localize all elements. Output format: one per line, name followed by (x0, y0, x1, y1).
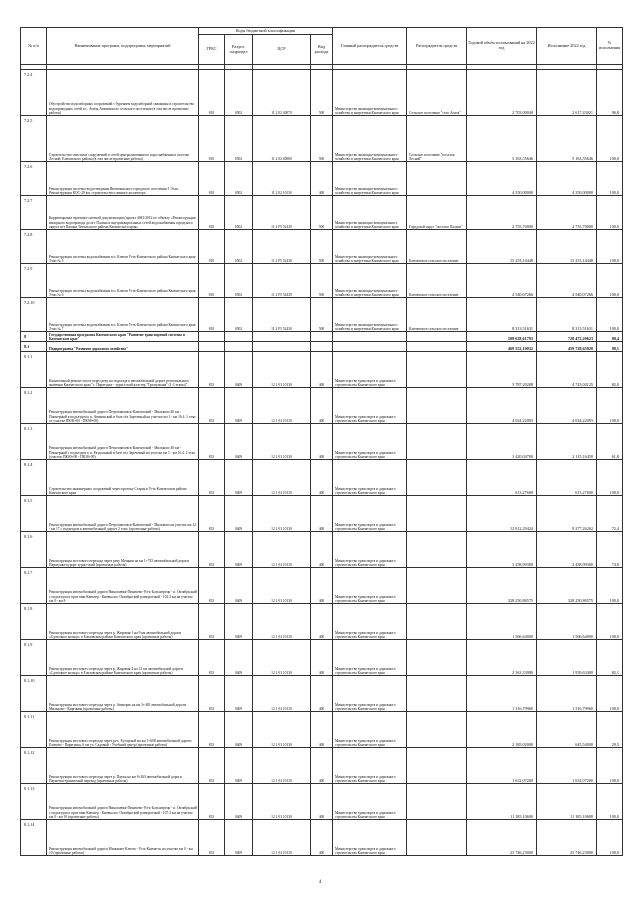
budget-manager (407, 568, 467, 604)
main-manager: Министерство транспорта и дорожного строительства Камчатского края (333, 820, 407, 856)
executed-amount: 9 277,26262 (537, 496, 597, 532)
execution-percent: 100,0 (597, 820, 623, 856)
executed-amount: 2 617,43021 (537, 70, 597, 116)
header-group-title: Коды бюджетной классификации (199, 28, 333, 35)
table-row (21, 640, 623, 676)
executed-amount: 328 250,86575 (537, 568, 597, 604)
planned-amount: 15 253,14448 (467, 230, 537, 264)
section-code: 0502 (225, 70, 253, 116)
header-cell: Наименование программ, подпрограмм, мероприятий (47, 28, 199, 65)
budget-manager: Ключевское сельское поселение (407, 298, 467, 332)
program-name: Реконструкция системы водоснабжения в п. Ключи Усть-Камчатского района Камчатского края Этап № 5 (47, 230, 199, 264)
table-row (21, 784, 623, 820)
budget-manager (407, 388, 467, 424)
program-name: Реконструкция автомобильной дороги Николаевка-Пиначево-Усть-Большерецк - п. Октябрьский с подъездом к пристани Кавалер - Киевка км. Октябрьский разворотный - 107,3 км на участке км 0 - км 10 (проектные работы) (47, 784, 199, 820)
grbs-code: 833 (199, 568, 225, 604)
csr-code: 11 2 F5 52430 (253, 230, 311, 264)
executed-amount: 2 115,16450 (537, 424, 597, 460)
execution-percent: 100,0 (597, 230, 623, 264)
main-manager: Министерство жилищно-коммунального хозяйства и энергетики Камчатского края (333, 298, 407, 332)
program-name: Корректировка проектно-сметной документации (проект 4681/2012 по объекту «Реконструкция напорного водопровода до пгт Палана и внутриквартальных сетей водоснабжения городского округа пгт Палана Тигильского района Камчатского края» (47, 196, 199, 230)
execution-percent: 100,0 (597, 568, 623, 604)
program-name: Капитальный ремонт моста через реку на подъезде к автомобильной дороге регионального значения Камчатского края "с. Паратунка - туристский кластер "Три вулкана" (1-3 этапы)" (47, 352, 199, 388)
csr-code (253, 332, 311, 342)
execution-percent: 100,0 (597, 264, 623, 298)
csr-code: 12 1 03 10130 (253, 604, 311, 640)
grbs-code: 810 (199, 116, 225, 162)
grbs-code: 833 (199, 640, 225, 676)
csr-code (253, 342, 311, 352)
row-number: 8.1.10 (21, 676, 47, 712)
grbs-code: 833 (199, 352, 225, 388)
row-number: 8.1 (21, 342, 47, 352)
budget-manager: Сельское поселение "поселок Лесной" (407, 116, 467, 162)
row-number: 8.1.13 (21, 784, 47, 820)
header-cell: ГРБС (199, 35, 225, 65)
grbs-code: 833 (199, 676, 225, 712)
executed-amount: 1 632,07200 (537, 748, 597, 784)
csr-code: 12 1 03 10130 (253, 640, 311, 676)
expense-type-code: 400 (311, 640, 333, 676)
planned-amount: 1 316,79960 (467, 676, 537, 712)
execution-percent: 61,8 (597, 424, 623, 460)
csr-code: 12 1 03 10130 (253, 424, 311, 460)
table-row (21, 532, 623, 568)
program-name: Реконструкция мостового перехода через р. Жировая-1 на 9 км автомобильной дороги «Сдаточное кольцо» в Елизовском районе Камчатского края (проектные работы) (47, 604, 199, 640)
planned-amount: 3 420,04700 (467, 424, 537, 460)
row-number: 7.2.4 (21, 70, 47, 116)
header-cell: ЦСР (253, 35, 311, 65)
main-manager: Министерство транспорта и дорожного строительства Камчатского края (333, 496, 407, 532)
execution-percent: 29,5 (597, 712, 623, 748)
execution-percent: 100,0 (597, 196, 623, 230)
row-number: 7.2.5 (21, 116, 47, 162)
csr-code: 12 1 03 10130 (253, 388, 311, 424)
expense-type-code: 400 (311, 784, 333, 820)
main-manager: Министерство транспорта и дорожного строительства Камчатского края (333, 532, 407, 568)
section-code: 0409 (225, 820, 253, 856)
planned-amount: 8 313,51631 (467, 298, 537, 332)
row-number: 8.1.11 (21, 712, 47, 748)
grbs-code (199, 342, 225, 352)
header-cell: Главный распорядитель средств (333, 28, 407, 65)
table-row (21, 712, 623, 748)
execution-percent: 90,4 (597, 332, 623, 342)
main-manager: Министерство транспорта и дорожного строительства Камчатского края (333, 784, 407, 820)
row-number: 8.1.2 (21, 388, 47, 424)
executed-amount: 5 163,55646 (537, 116, 597, 162)
section-code: 0409 (225, 640, 253, 676)
section-code: 0409 (225, 676, 253, 712)
program-name: Реконструкция системы водоснабжения в п. Ключи Усть-Камчатского района Камчатского края Этап № 6 (47, 264, 199, 298)
planned-amount: 4 350,00000 (467, 162, 537, 196)
execution-percent: 100,0 (597, 676, 623, 712)
section-code: 0409 (225, 388, 253, 424)
grbs-code: 810 (199, 196, 225, 230)
planned-amount: 328 250,86575 (467, 568, 537, 604)
budget-manager (407, 640, 467, 676)
program-name: Реконструкция автомобильной дороги Петропавловск-Камчатский - Мильково на участке км 12 - км 17 с подъездом к автомобильной дороге 2 этап. (проектные работы) (47, 496, 199, 532)
planned-amount: 12 812,29424 (467, 496, 537, 532)
table-row (21, 424, 623, 460)
section-code: 0409 (225, 712, 253, 748)
budget-manager (407, 332, 467, 342)
execution-percent: 100,0 (597, 784, 623, 820)
table-row (21, 388, 623, 424)
grbs-code: 833 (199, 712, 225, 748)
program-name: Реконструкция мостового перехода через р. Авачерак на км 3+465 автомобильной дороги Мильково - Кирганик (проектные работы) (47, 676, 199, 712)
grbs-code: 833 (199, 532, 225, 568)
planned-amount: 1 632,07200 (467, 748, 537, 784)
main-manager: Министерство транспорта и дорожного строительства Камчатского края (333, 712, 407, 748)
budget-manager: Ключевское сельское поселение (407, 230, 467, 264)
csr-code: 12 1 03 10130 (253, 532, 311, 568)
executed-amount: 4 743,04125 (537, 352, 597, 388)
program-name: Реконструкция автомобильной дороги Николаевка-Пиначево-Усть-Большерецк - п. Октябрьский с подъездом к пристани Кавалер - Киевка км. Октябрьский разворотный - 102,3 км на участке км 0 - км 8 (47, 568, 199, 604)
executed-amount: 613,27600 (537, 460, 597, 496)
expense-type-code: 400 (311, 424, 333, 460)
program-name: Строительство инженерных сооружений через протоку Старая в Усть-Камчатском районе Камчатского края (47, 460, 199, 496)
main-manager: Министерство транспорта и дорожного строительства Камчатского края (333, 388, 407, 424)
section-code: 0409 (225, 424, 253, 460)
expense-type-code: 400 (311, 568, 333, 604)
execution-percent: 74,8 (597, 532, 623, 568)
section-code (225, 332, 253, 342)
section-code: 0502 (225, 162, 253, 196)
program-name: Реконструкция автомобильной дороги Мильково-Ключи - Усть-Камчатск на участке км 0 - км 10 (проектные работы) (47, 820, 199, 856)
grbs-code: 810 (199, 264, 225, 298)
table-row (21, 162, 623, 196)
executed-amount: 728 472,20623 (537, 332, 597, 342)
main-manager: Министерство транспорта и дорожного строительства Камчатского края (333, 604, 407, 640)
table-row (21, 196, 623, 230)
row-number: 8.1.1 (21, 352, 47, 388)
main-manager: Министерство транспорта и дорожного строительства Камчатского края (333, 640, 407, 676)
planned-amount: 5 787,20208 (467, 352, 537, 388)
budget-manager (407, 342, 467, 352)
main-manager: Министерство транспорта и дорожного строительства Камчатского края (333, 568, 407, 604)
row-number: 8.1.8 (21, 604, 47, 640)
expense-type-code: 400 (311, 388, 333, 424)
budget-manager: Ключевское сельское поселение (407, 264, 467, 298)
executed-amount: 2 438,99300 (537, 532, 597, 568)
section-code: 0409 (225, 532, 253, 568)
table-row (21, 116, 623, 162)
section-code: 0409 (225, 784, 253, 820)
table-row (21, 230, 623, 264)
csr-code: 12 1 03 10130 (253, 784, 311, 820)
program-name: Подпрограмма "Развитие дорожного хозяйства" (47, 342, 199, 352)
executed-amount: 1 566,64000 (537, 604, 597, 640)
csr-code: 12 1 03 10130 (253, 460, 311, 496)
row-number: 7.2.7 (21, 196, 47, 230)
planned-amount: 2 703,00040 (467, 70, 537, 116)
row-number: 8 (21, 332, 47, 342)
row-number: 8.1.5 (21, 496, 47, 532)
table-row (21, 820, 623, 856)
page-number: 4 (318, 880, 322, 885)
expense-type-code: 400 (311, 162, 333, 196)
budget-manager (407, 352, 467, 388)
budget-manager (407, 712, 467, 748)
table-body (21, 65, 623, 856)
main-manager: Министерство транспорта и дорожного строительства Камчатского края (333, 424, 407, 460)
expense-type-code: 400 (311, 460, 333, 496)
header-cell: Распорядитель средств (407, 28, 467, 65)
table-row (21, 496, 623, 532)
table-row (21, 676, 623, 712)
execution-percent: 82,0 (597, 352, 623, 388)
executed-amount: 645,54000 (537, 712, 597, 748)
csr-code: 11 2 F5 52430 (253, 298, 311, 332)
row-number: 8.1.4 (21, 460, 47, 496)
row-number: 8.1.12 (21, 748, 47, 784)
execution-percent: 72,4 (597, 496, 623, 532)
budget-table (20, 27, 623, 856)
section-code: 0409 (225, 604, 253, 640)
row-number: 7.2.10 (21, 298, 47, 332)
csr-code: 11 2 F5 52430 (253, 196, 311, 230)
execution-percent: 96,8 (597, 70, 623, 116)
expense-type-code: 400 (311, 676, 333, 712)
executed-amount: 4 350,00000 (537, 162, 597, 196)
budget-manager (407, 532, 467, 568)
budget-manager (407, 460, 467, 496)
main-manager: Министерство транспорта и дорожного строительства Камчатского края (333, 676, 407, 712)
main-manager (333, 342, 407, 352)
expense-type-code: 400 (311, 748, 333, 784)
section-code: 0502 (225, 298, 253, 332)
csr-code: 11 2 02 40080 (253, 116, 311, 162)
expense-type-code: 500 (311, 298, 333, 332)
main-manager: Министерство жилищно-коммунального хозяйства и энергетики Камчатского края (333, 196, 407, 230)
planned-amount: 613,27600 (467, 460, 537, 496)
executed-amount: 25 746,23000 (537, 820, 597, 856)
program-name: Строительство очистных сооружений и сетей централизованного водоснабжения в поселке Лесной, Елизовского района (в том числе проектные работы) (47, 116, 199, 162)
row-number: 7.2.9 (21, 264, 47, 298)
section-code: 0502 (225, 264, 253, 298)
grbs-code: 833 (199, 424, 225, 460)
budget-manager (407, 676, 467, 712)
expense-type-code: 400 (311, 532, 333, 568)
program-name: Реконструкция мостового перехода через р. Жировая-2 на 12 км автомобильной дороги «Сдаточное кольцо» в Елизовском районе Камчатского края (проектные работы) (47, 640, 199, 676)
csr-code: 11 2 02 10130 (253, 162, 311, 196)
section-code: 0502 (225, 196, 253, 230)
planned-amount: 5 163,55646 (467, 116, 537, 162)
expense-type-code: 500 (311, 116, 333, 162)
planned-amount: 508 628,61793 (467, 332, 537, 342)
expense-type-code: 400 (311, 604, 333, 640)
planned-amount: 1 566,64000 (467, 604, 537, 640)
csr-code: 12 1 03 10130 (253, 820, 311, 856)
planned-amount: 2 755,70000 (467, 196, 537, 230)
executed-amount: 1 316,79960 (537, 676, 597, 712)
section-code: 0409 (225, 496, 253, 532)
expense-type-code: 500 (311, 70, 333, 116)
row-number: 8.1.6 (21, 532, 47, 568)
section-code: 0502 (225, 116, 253, 162)
planned-amount: 3 258,99300 (467, 532, 537, 568)
main-manager: Министерство жилищно-коммунального хозяйства и энергетики Камчатского края (333, 230, 407, 264)
execution-percent: 100,0 (597, 460, 623, 496)
executed-amount: 1 939,63400 (537, 640, 597, 676)
program-name: Реконструкция мостового перехода через реку Мощная на км 1+745 автомобильной дороги Паратунка-курорт туристский (проектные работы) (47, 532, 199, 568)
main-manager: Министерство транспорта и дорожного строительства Камчатского края (333, 748, 407, 784)
execution-percent: 100,0 (597, 388, 623, 424)
section-code: 0409 (225, 748, 253, 784)
csr-code: 12 1 03 10130 (253, 496, 311, 532)
table-row (21, 332, 623, 342)
planned-amount: 2 185,02000 (467, 712, 537, 748)
expense-type-code: 400 (311, 712, 333, 748)
budget-manager: Сельское поселение "село Апача" (407, 70, 467, 116)
csr-code: 12 1 03 10130 (253, 748, 311, 784)
table-row (21, 298, 623, 332)
executed-amount: 15 253,14448 (537, 230, 597, 264)
main-manager: Министерство жилищно-коммунального хозяйства и энергетики Камчатского края (333, 70, 407, 116)
grbs-code: 833 (199, 460, 225, 496)
main-manager: Министерство жилищно-коммунального хозяйства и энергетики Камчатского края (333, 264, 407, 298)
program-name: Реконструкция автомобильной дороги Петропавловск-Камчатский - Мильково 40 км - Пионерный с подъездом к п. Раздольный и базе сёл Зареченый на участке км 1 - км 16.4. 2 этап (участок ПК00+00 - ПК38+00) (47, 424, 199, 460)
main-manager: Министерство жилищно-коммунального хозяйства и энергетики Камчатского края (333, 162, 407, 196)
row-number: 8.1.14 (21, 820, 47, 856)
budget-manager (407, 496, 467, 532)
execution-percent: 100,0 (597, 298, 623, 332)
execution-percent: 100,0 (597, 748, 623, 784)
header-cell: № п/п (21, 28, 47, 65)
grbs-code: 810 (199, 162, 225, 196)
executed-amount: 2 755,70000 (537, 196, 597, 230)
budget-execution-sheet (20, 27, 622, 856)
table-row (21, 460, 623, 496)
table-row (21, 568, 623, 604)
planned-amount: 25 746,23000 (467, 820, 537, 856)
csr-code: 12 1 03 10130 (253, 676, 311, 712)
expense-type-code: 500 (311, 264, 333, 298)
planned-amount: 2 363,33980 (467, 640, 537, 676)
row-number: 7.2.6 (21, 162, 47, 196)
planned-amount: 11 185,10600 (467, 784, 537, 820)
header-cell: Раздел, подраздел (225, 35, 253, 65)
header-cell: % исполнения (597, 28, 623, 65)
program-name: Реконструкция мостового перехода через р. Паужа на км 6+263 автомобильной дороги Паужетка-транзитный переход (проектные работы) (47, 748, 199, 784)
grbs-code: 810 (199, 70, 225, 116)
grbs-code: 833 (199, 820, 225, 856)
main-manager (333, 332, 407, 342)
execution-percent: 98,1 (597, 342, 623, 352)
section-code (225, 342, 253, 352)
expense-type-code: 400 (311, 352, 333, 388)
budget-manager (407, 748, 467, 784)
program-name: Реконструкция системы водоснабжения в п. Ключи Усть-Камчатского района Камчатского края Этап № 7 (47, 298, 199, 332)
budget-manager (407, 424, 467, 460)
csr-code: 11 2 02 40070 (253, 70, 311, 116)
budget-manager: Городской округ "поселок Палана" (407, 196, 467, 230)
grbs-code: 833 (199, 496, 225, 532)
row-number: 8.1.3 (21, 424, 47, 460)
table-row (21, 264, 623, 298)
expense-type-code: 400 (311, 496, 333, 532)
main-manager: Министерство жилищно-коммунального хозяйства и энергетики Камчатского края (333, 116, 407, 162)
program-name: Обустройство водозаборных сооружений с бурением водозаборной скважины и строительство водопроводных сетей в с. Апача Апачинского сельского поселения (в том числе проектные работы) (47, 70, 199, 116)
budget-manager (407, 784, 467, 820)
grbs-code: 810 (199, 298, 225, 332)
executed-amount: 4 540,07266 (537, 264, 597, 298)
header-cell: Вид расхода (311, 35, 333, 65)
grbs-code: 833 (199, 784, 225, 820)
csr-code: 11 2 F5 52430 (253, 264, 311, 298)
table-row (21, 748, 623, 784)
program-name: Реконструкция мостового перехода через руч. Хуторской на км 1+608 автомобильной дороги Елизово - Паратунка, 6 км ул. Садовый - Учебный центр (проектные работы) (47, 712, 199, 748)
executed-amount: 4 024,22093 (537, 388, 597, 424)
program-name: Государственная программа Камчатского края "Развитие транспортной системы в Камчатском крае" (47, 332, 199, 342)
row-number: 8.1.9 (21, 640, 47, 676)
header-cell: Годовой объём ассигнований на 2022 год (467, 28, 537, 65)
execution-percent: 100,0 (597, 116, 623, 162)
table-row (21, 70, 623, 116)
expense-type-code: 500 (311, 230, 333, 264)
program-name: Реконструкция системы водоотведения Вилючинского городского поселения 1 Этап. Реконструкция КОС-29 км, строительство главного коллектора (47, 162, 199, 196)
csr-code: 12 1 03 10130 (253, 352, 311, 388)
main-manager: Министерство транспорта и дорожного строительства Камчатского края (333, 352, 407, 388)
expense-type-code: 500 (311, 196, 333, 230)
table-header (21, 28, 623, 65)
grbs-code: 810 (199, 230, 225, 264)
section-code: 0502 (225, 230, 253, 264)
budget-manager (407, 162, 467, 196)
execution-percent: 100,0 (597, 162, 623, 196)
csr-code: 12 1 03 10130 (253, 568, 311, 604)
executed-amount: 8 313,51631 (537, 298, 597, 332)
grbs-code: 833 (199, 748, 225, 784)
grbs-code: 833 (199, 388, 225, 424)
csr-code: 12 1 03 10130 (253, 712, 311, 748)
row-number: 7.2.8 (21, 230, 47, 264)
main-manager: Министерство транспорта и дорожного строительства Камчатского края (333, 460, 407, 496)
section-code: 0409 (225, 352, 253, 388)
planned-amount: 4 024,22093 (467, 388, 537, 424)
grbs-code (199, 332, 225, 342)
budget-manager (407, 604, 467, 640)
execution-percent: 82,1 (597, 640, 623, 676)
executed-amount: 11 185,10600 (537, 784, 597, 820)
table-row (21, 352, 623, 388)
program-name: Реконструкция автомобильной дороги Петропавловск-Камчатский - Мильково 40 км - Пионерный в подъездом к п. Авачинский и базе сёл Зареченый на участке км 1 - км 16.4. 1 этап от участке ПК36+00 - ПК98+00) (47, 388, 199, 424)
expense-type-code (311, 342, 333, 352)
section-code: 0409 (225, 568, 253, 604)
section-code: 0409 (225, 460, 253, 496)
expense-type-code: 400 (311, 820, 333, 856)
table-row (21, 604, 623, 640)
executed-amount: 459 728,65028 (537, 342, 597, 352)
expense-type-code (311, 332, 333, 342)
planned-amount: 469 552,10032 (467, 342, 537, 352)
planned-amount: 4 540,07266 (467, 264, 537, 298)
grbs-code: 833 (199, 604, 225, 640)
execution-percent: 100,0 (597, 604, 623, 640)
budget-manager (407, 820, 467, 856)
table-row (21, 342, 623, 352)
header-cell: Исполнение 2022 год (537, 28, 597, 65)
row-number: 8.1.7 (21, 568, 47, 604)
